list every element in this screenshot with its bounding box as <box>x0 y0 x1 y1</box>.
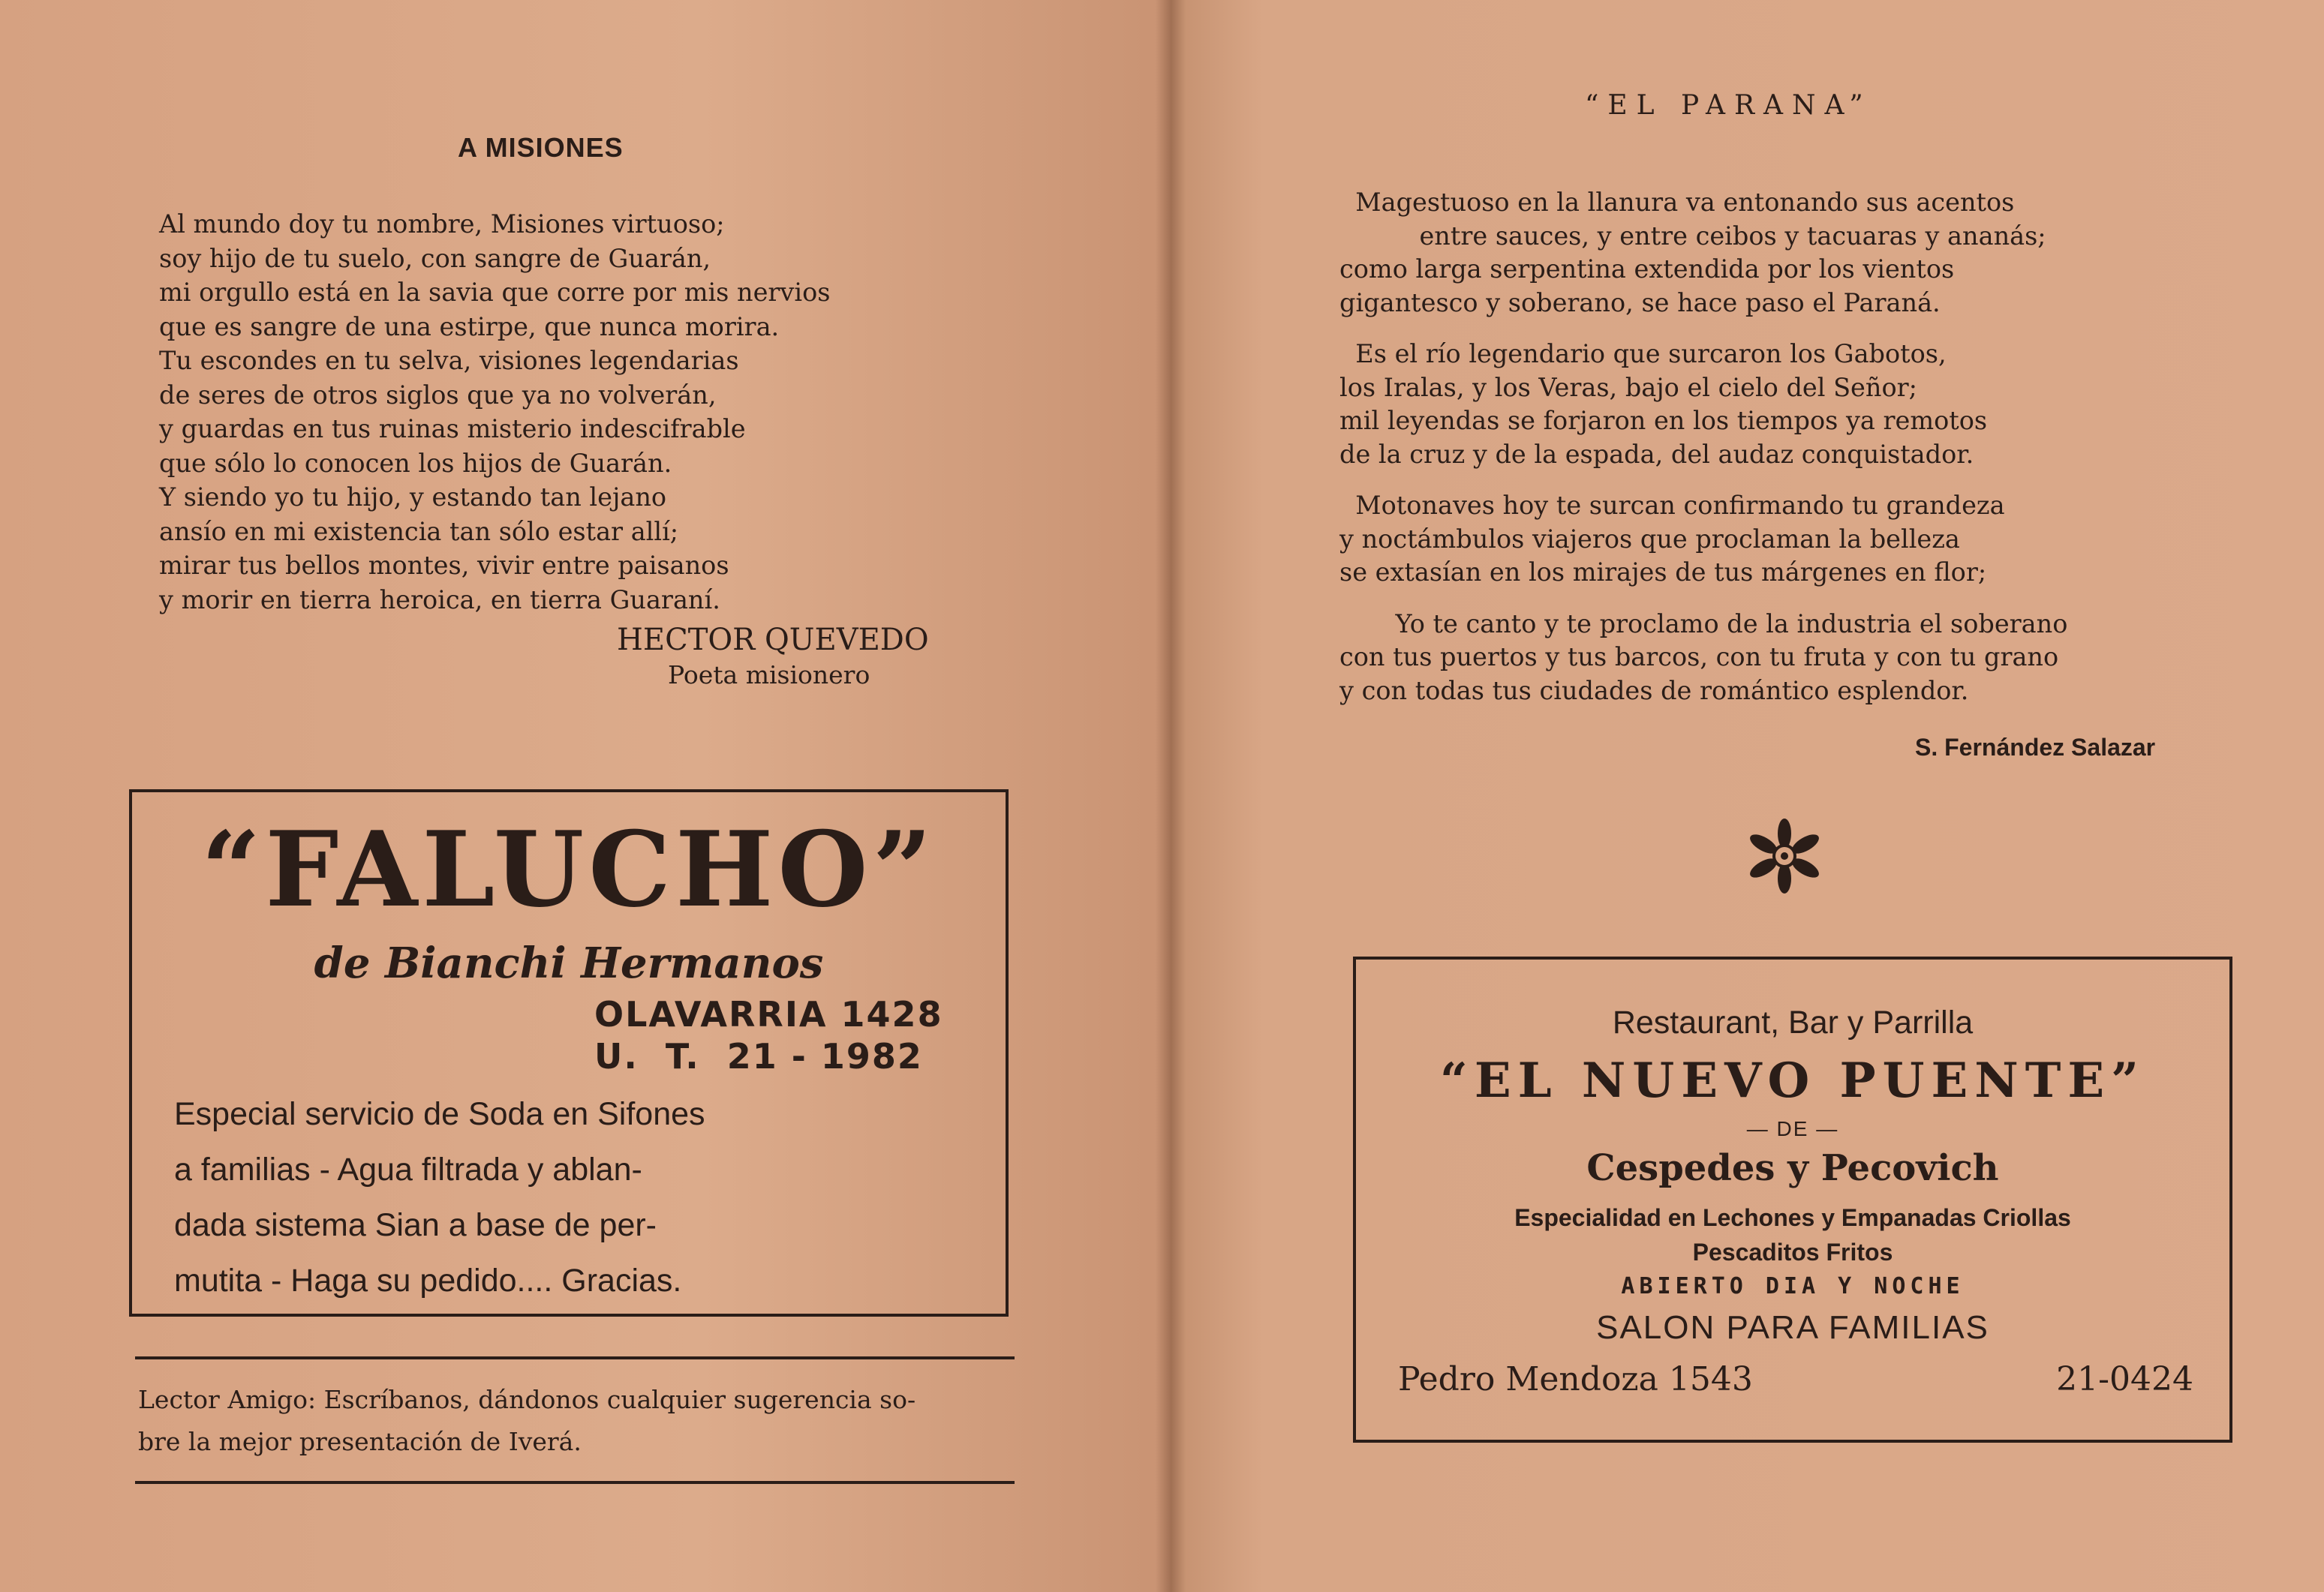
ad-falucho-description <box>174 1086 849 1308</box>
ad-puente-specialty-2: Pescaditos Fritos <box>1692 1239 1893 1266</box>
poem-line: Magestuoso en la llanura va entonando sus acentos <box>1339 188 2015 217</box>
poem-line: mil leyendas se forjaron en los tiempos ya remotos <box>1339 406 1988 435</box>
ad-puente-specialty: Especialidad en Lechones y Empanadas Criollas <box>1514 1204 2071 1231</box>
ad-falucho-title: “FALUCHO” <box>201 808 937 930</box>
ad-falucho-description-line: a familias - Agua filtrada y ablan- <box>174 1152 642 1188</box>
divider-top <box>135 1356 1015 1359</box>
poem-line <box>1339 320 2067 338</box>
poem-line: de la cruz y de la espada, del audaz conquistador. <box>1339 439 1974 469</box>
lector-note <box>138 1379 915 1463</box>
poem-line: Yo te canto y te proclamo de la industria el soberano <box>1339 608 2068 638</box>
ad-falucho-description-line: mutita - Haga su pedido.... Gracias. <box>174 1263 682 1299</box>
poem-line: y guardas en tus ruinas misterio indescifrable <box>159 414 746 443</box>
ad-falucho-description-line: Especial servicio de Soda en Sifones <box>174 1096 705 1132</box>
ad-puente-address: Pedro Mendoza 1543 <box>1398 1360 1753 1398</box>
poem-line: ansío en mi existencia tan sólo estar allí; <box>159 516 679 546</box>
poem-line: los Iralas, y los Veras, bajo el cielo del Señor; <box>1339 372 1917 402</box>
poem-line: Motonaves hoy te surcan confirmando tu grandeza <box>1339 491 2005 520</box>
divider-bottom <box>135 1481 1015 1484</box>
ad-falucho <box>129 789 1009 1317</box>
poem-title-a-misiones: A MISIONES <box>458 132 624 163</box>
ad-puente-phone: 21-0424 <box>2056 1360 2193 1398</box>
poem-line: Y siendo yo tu hijo, y estando tan lejano <box>159 482 667 512</box>
poem-line: que sólo lo conocen los hijos de Guarán. <box>159 448 672 478</box>
ad-falucho-address-line: U. T. 21 - 1982 <box>594 1036 923 1077</box>
ad-falucho-address <box>594 993 943 1077</box>
poem-line: mirar tus bellos montes, vivir entre paisanos <box>159 551 729 580</box>
ad-el-nuevo-puente <box>1353 957 2232 1443</box>
poem-line: y con todas tus ciudades de romántico esplendor. <box>1339 675 1969 705</box>
poem-el-parana <box>1339 186 2067 707</box>
ad-puente-salon: SALON PARA FAMILIAS <box>1596 1309 1989 1346</box>
poem-line: mi orgullo está en la savia que corre por mis nervios <box>159 278 831 307</box>
poem-line: que es sangre de una estirpe, que nunca morira. <box>159 311 780 341</box>
poem-line: Tu escondes en tu selva, visiones legendarias <box>159 346 739 375</box>
ad-puente-de: — DE — <box>1746 1117 1839 1140</box>
poem-line: y noctámbulos viajeros que proclaman la belleza <box>1339 524 1960 554</box>
poem-a-misiones <box>159 207 830 617</box>
ad-puente-hours: ABIERTO DIA Y NOCHE <box>1621 1273 1965 1299</box>
poem-line: se extasían en los mirajes de tus márgenes en flor; <box>1339 557 1987 587</box>
poem-line: de seres de otros siglos que ya no volverán, <box>159 380 717 410</box>
poem-line: gigantesco y soberano, se hace paso el Paraná. <box>1339 287 1941 317</box>
poem-line <box>1339 471 2067 489</box>
poem-line <box>1339 590 2067 608</box>
poem-line: entre sauces, y entre ceibos y tacuaras y ananás; <box>1339 221 2046 251</box>
poem-line: como larga serpentina extendida por los vientos <box>1339 254 1955 284</box>
lector-note-line: Lector Amigo: Escríbanos, dándonos cualquier sugerencia so- <box>138 1385 916 1414</box>
ad-falucho-address-line: OLAVARRIA 1428 <box>594 994 943 1035</box>
ad-puente-category: Restaurant, Bar y Parrilla <box>1612 1005 1974 1041</box>
ad-puente-title: “EL NUEVO PUENTE” <box>1440 1053 2145 1109</box>
poem-author-fernandez-salazar: S. Fernández Salazar <box>1915 734 2156 761</box>
poem-author-quevedo: HECTOR QUEVEDO <box>617 623 929 657</box>
poem-line: Al mundo doy tu nombre, Misiones virtuoso; <box>159 209 725 239</box>
poem-line: y morir en tierra heroica, en tierra Guaraní. <box>159 584 720 614</box>
page-gutter <box>1156 0 1186 1592</box>
ad-falucho-subtitle: de Bianchi Hermanos <box>314 939 824 988</box>
poem-line: Es el río legendario que surcaron los Gabotos, <box>1339 339 1947 368</box>
lector-note-line: bre la mejor presentación de Iverá. <box>138 1427 582 1456</box>
poem-line: con tus puertos y tus barcos, con tu fruta y con tu grano <box>1339 642 2059 671</box>
poem-author-note: Poeta misionero <box>668 660 870 689</box>
poem-title-el-parana: “EL PARANA” <box>1585 90 1872 121</box>
ad-falucho-description-line: dada sistema Sian a base de per- <box>174 1207 657 1243</box>
ad-puente-owners: Cespedes y Pecovich <box>1586 1147 1999 1189</box>
flower-ornament-icon <box>1748 815 1820 897</box>
poem-line: soy hijo de tu suelo, con sangre de Guarán, <box>159 243 711 273</box>
